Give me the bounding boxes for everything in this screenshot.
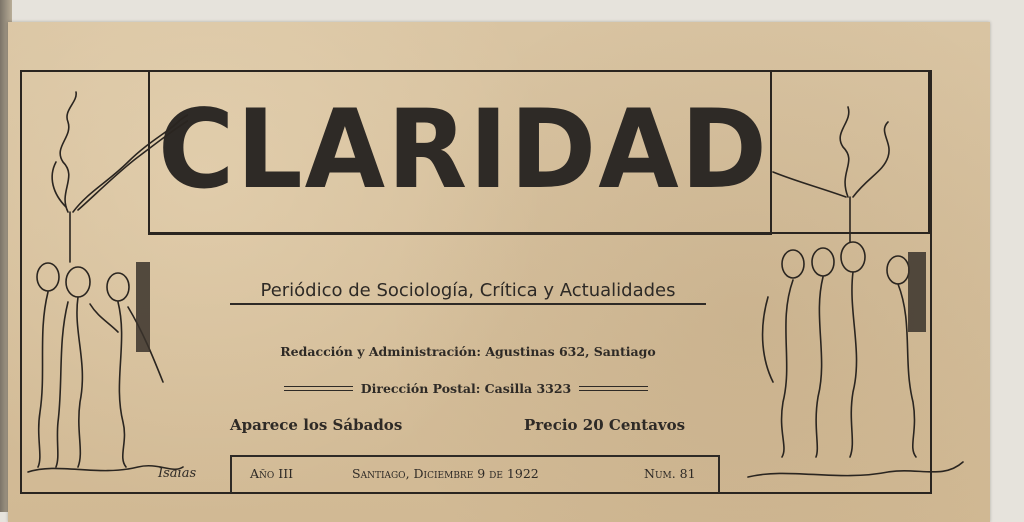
postal-row <box>284 379 648 397</box>
year-volume: Año III <box>250 466 294 481</box>
torch-flame-left <box>52 92 188 212</box>
subtitle: Periódico de Sociología, Crítica y Actualidades <box>230 280 706 305</box>
rule-right <box>579 386 648 391</box>
postal-address: Dirección Postal: Casilla 3323 <box>360 380 572 396</box>
issue-number: Num. 81 <box>644 466 696 481</box>
right-torch-illustration <box>738 102 968 482</box>
redaccion-address: Redacción y Administración: Agustinas 632, Santiago <box>280 344 656 359</box>
rule-left <box>284 386 353 391</box>
left-torch-illustration <box>18 82 188 482</box>
dark-panel-left <box>136 262 150 352</box>
artist-signature: Isaias <box>158 466 197 481</box>
figures-right <box>748 242 963 477</box>
dateline-box <box>230 455 720 493</box>
newspaper-page <box>8 22 990 522</box>
masthead-title: CLARIDAD <box>158 84 770 214</box>
price: Precio 20 Centavos <box>524 416 686 434</box>
torch-flame-right <box>773 107 889 197</box>
figures-left <box>28 263 183 472</box>
publication-schedule: Aparece los Sábados <box>230 416 403 434</box>
issue-date: Santiago, Diciembre 9 de 1922 <box>352 466 539 481</box>
dark-panel-right <box>908 252 926 332</box>
